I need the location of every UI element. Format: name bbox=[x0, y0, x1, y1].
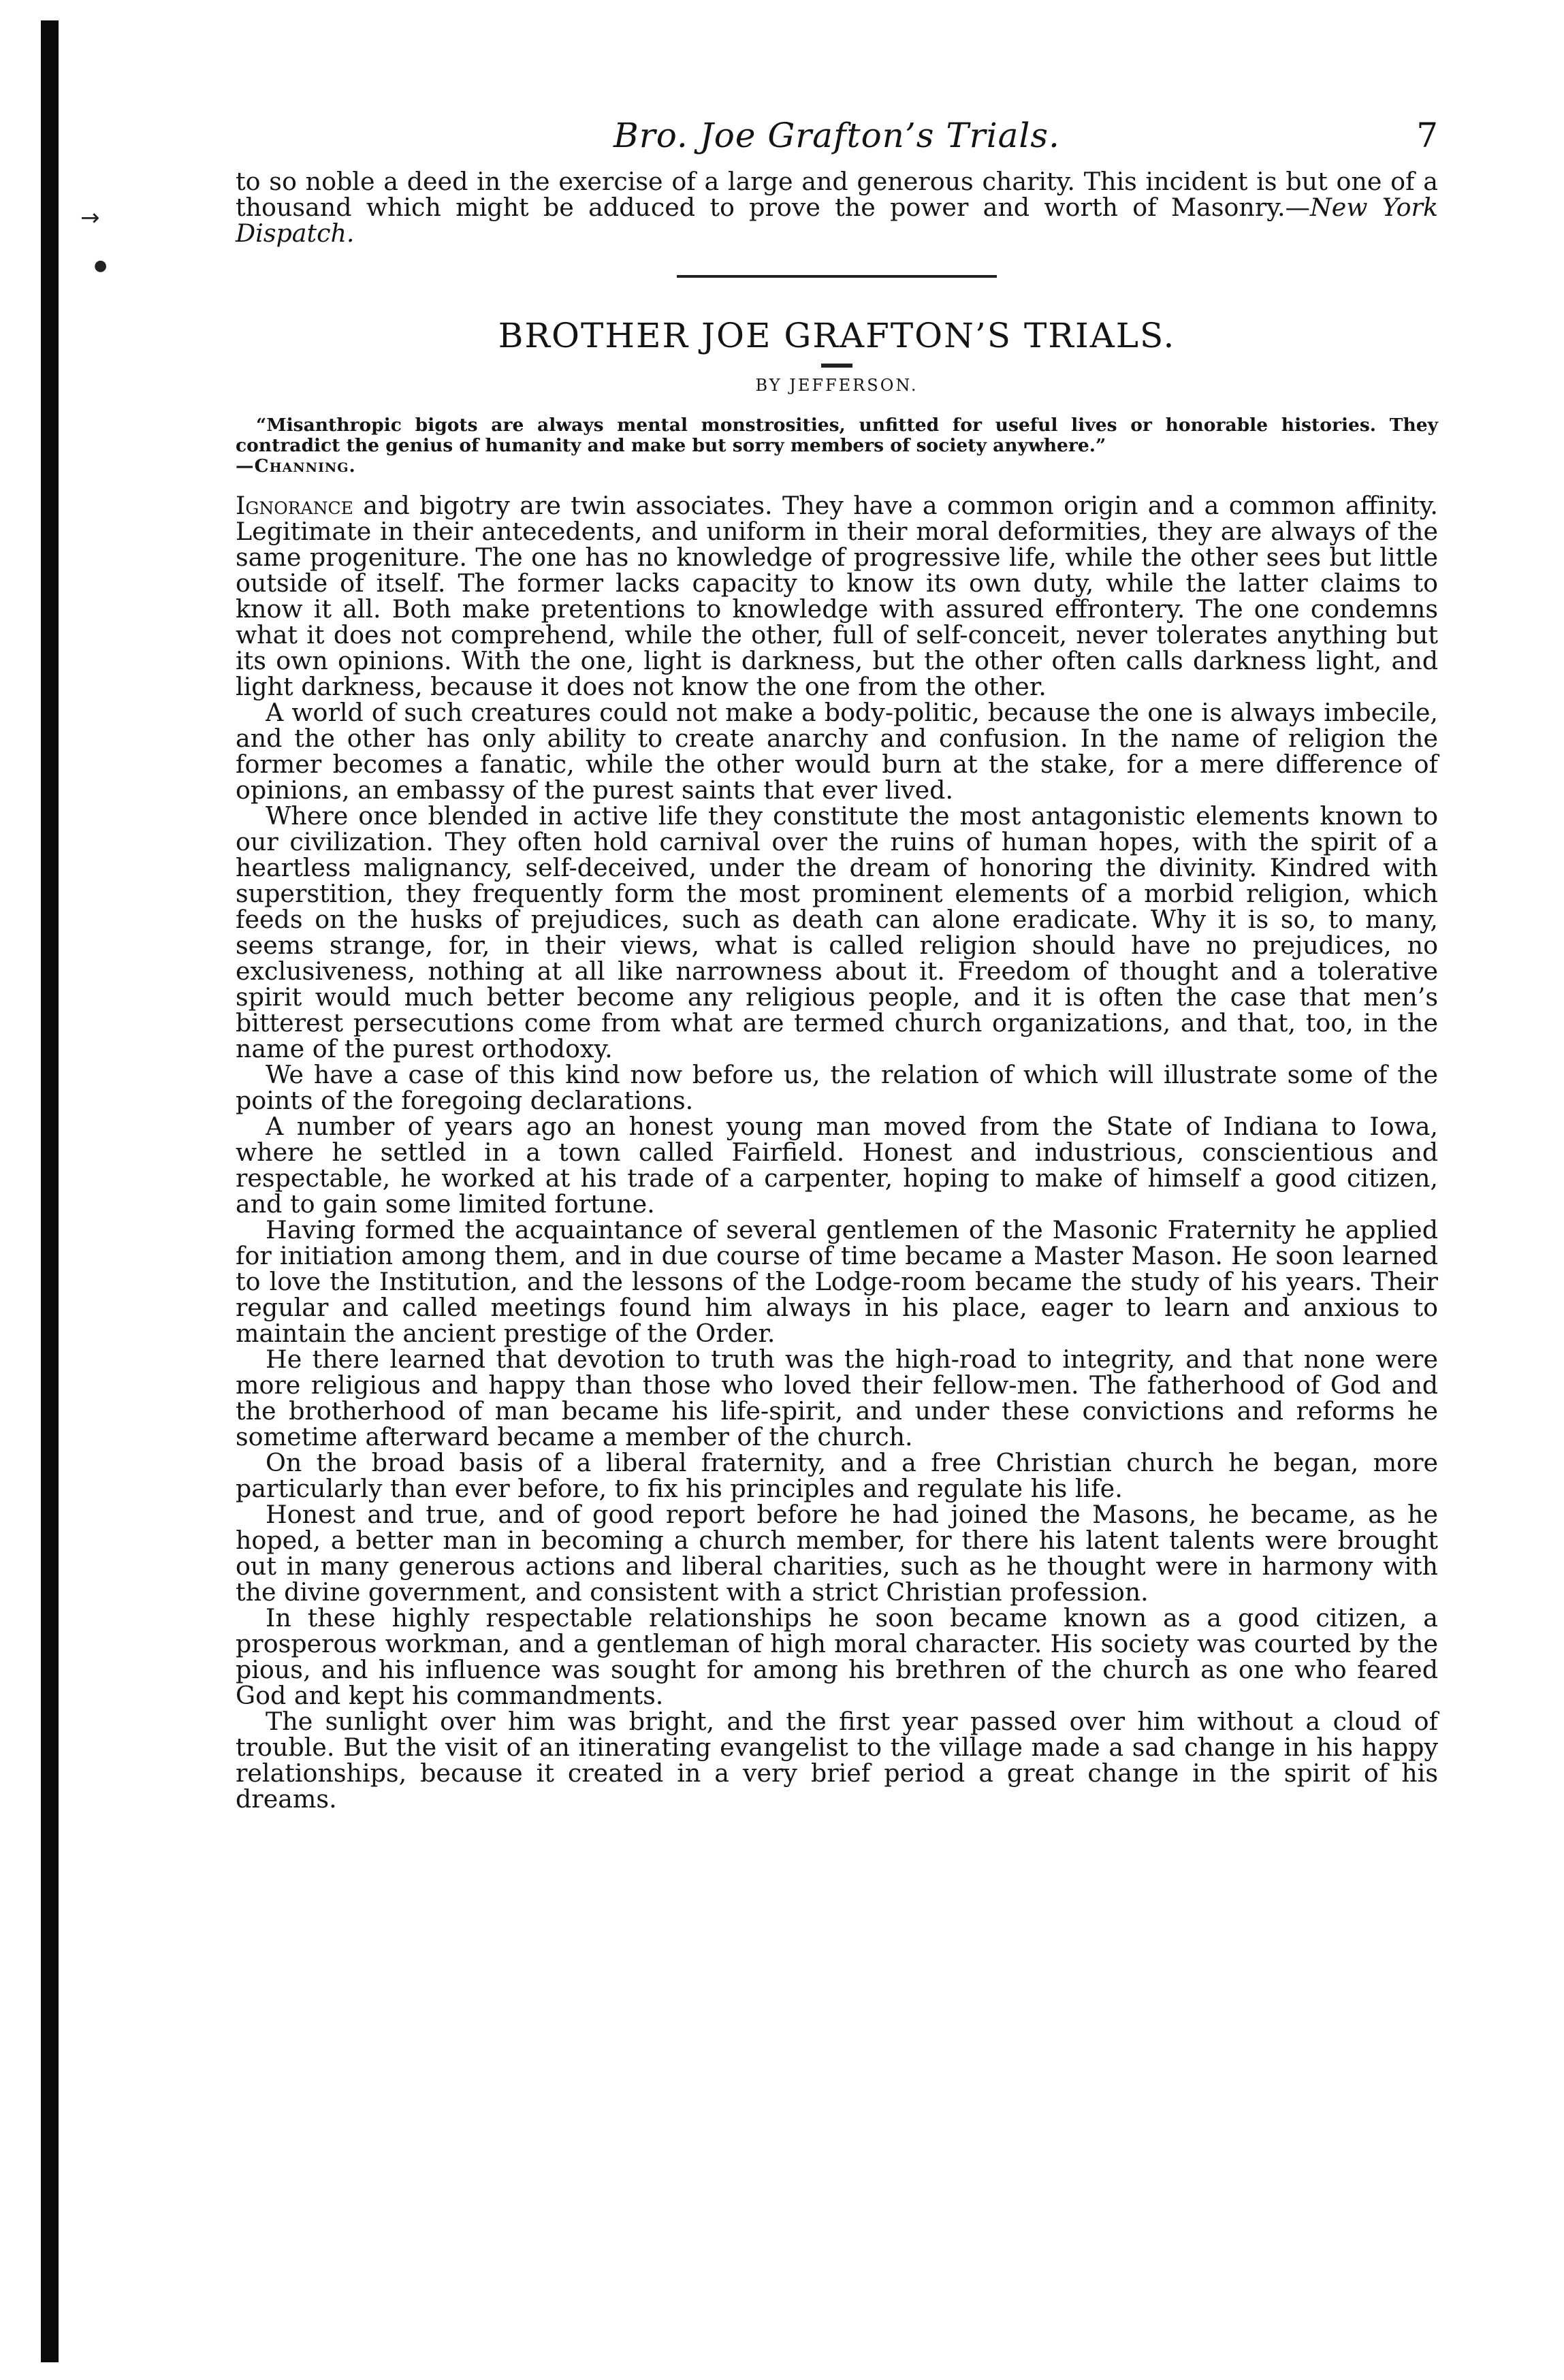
opening-source: New York Dispatch. bbox=[236, 193, 1438, 248]
article-paragraph-5: A number of years ago an honest young man moved from the State of Indiana to Iowa, where he settled in a town called Fairfield. Honest and industrious, conscientious and respectable, he worked at his trade of a carpenter, hoping to make of himself a good citizen, and to gain some limited fortune. bbox=[236, 1112, 1438, 1219]
article-paragraph-7: He there learned that devotion to truth was the high-road to integrity, and that none were more religious and happy than those who loved their fellow-men. The fatherhood of God and the brotherhood of man became his life-spirit, and under these convictions and reforms he sometime afterward became a member of the church. bbox=[236, 1345, 1438, 1451]
byline: BY JEFFERSON. bbox=[755, 376, 919, 395]
article-paragraph-2: A world of such creatures could not make a body-politic, because the one is always imbecile, and the other has only ability to create anarchy and confusion. In the name of religion the former becomes a fanatic, while the other would burn at the stake, for a mere difference of opinions, an embassy of the purest saints that ever lived. bbox=[236, 698, 1438, 805]
margin-arrow-mark: → bbox=[80, 204, 100, 231]
running-head bbox=[236, 116, 1438, 169]
page-number: 7 bbox=[1416, 116, 1438, 155]
running-title: Bro. Joe Grafton’s Trials. bbox=[613, 116, 1060, 155]
article-paragraph-1 bbox=[236, 493, 1438, 700]
lead-word: Ignorance bbox=[236, 491, 353, 520]
title-underline bbox=[821, 364, 852, 368]
article-paragraph-6: Having formed the acquaintance of several gentlemen of the Masonic Fraternity he applied for initiation among them, and in due course of time became a Master Mason. He soon learned to love the Institution, and the lessons of the Lodge-room became the study of his years. Their regular and called meetings found him always in his place, eager to learn and anxious to maintain the ancient prestige of the Order. bbox=[236, 1215, 1438, 1348]
article-paragraph-4: We have a case of this kind now before us, the relation of which will illustrate some of the points of the foregoing declarations. bbox=[236, 1060, 1438, 1115]
article-paragraph-11: The sunlight over him was bright, and the first year passed over him without a cloud of trouble. But the visit of an itinerating evangelist to the village made a sad change in his happy relationships, because it created in a very brief period a great change in the spirit of his dreams. bbox=[236, 1707, 1438, 1814]
margin-dot-mark: ● bbox=[94, 257, 108, 274]
section-rule bbox=[677, 275, 997, 278]
article-title: BROTHER JOE GRAFTON’S TRIALS. bbox=[498, 316, 1176, 355]
epigraph bbox=[236, 415, 1438, 477]
opening-paragraph bbox=[236, 169, 1438, 246]
article-paragraph-3: Where once blended in active life they constitute the most antagonistic elements known to our civilization. They often hold carnival over the ruins of human hopes, with the spirit of a heartless malignancy, self-deceived, under the dream of honoring the divinity. Kindred with superstition, they frequently form the most prominent elements of a morbid religion, which feeds on the husks of prejudices, such as death can alone eradicate. Why it is so, to many, seems strange, for, in their views, what is called religion should have no prejudices, no exclusiveness, nothing at all like narrowness about it. Freedom of thought and a tolerative spirit would much better become any religious people, and it is often the case that men’s bitterest persecutions come from what are termed church organizations, and that, too, in the name of the purest orthodoxy. bbox=[236, 801, 1438, 1063]
article-paragraph-8: On the broad basis of a liberal fraternity, and a free Christian church he began, more particularly than ever before, to fix his principles and regulate his life. bbox=[236, 1448, 1438, 1503]
epigraph-author: —Channing. bbox=[236, 455, 356, 477]
opening-text: to so noble a deed in the exercise of a large and generous charity. This incident is but one of a thousand which might be adduced to prove the power and worth of Masonry.— bbox=[236, 167, 1438, 222]
epigraph-quote: “Misanthropic bigots are always mental monstrosities, unfitted for useful lives or honorable histories. They contradict the genius of humanity and make but sorry members of society anywhere.” bbox=[236, 415, 1438, 456]
paragraph-1-text: and bigotry are twin associates. They have a common origin and a common affinity. Legitimate in their antecedents, and uniform in their moral deformities, they are always of the same progeniture. The one has no knowledge of progressive life, while the other sees but little outside of itself. The former lacks capacity to know its own duty, while the latter claims to know it all. Both make pretentions to knowledge with assured effrontery. The one condemns what it does not comprehend, while the other, full of self-conceit, never tolerates anything but its own opinions. With the one, light is darkness, but the other often calls darkness light, and light darkness, because it does not know the one from the other. bbox=[236, 491, 1438, 701]
article-paragraph-9: Honest and true, and of good report before he had joined the Masons, he became, as he hoped, a better man in becoming a church member, for there his latent talents were brought out in many generous actions and liberal charities, such as he thought were in harmony with the divine government, and consistent with a strict Christian profession. bbox=[236, 1500, 1438, 1607]
page bbox=[236, 116, 1438, 1812]
scan-edge-bar bbox=[41, 20, 59, 2362]
article-paragraph-10: In these highly respectable relationships he soon became known as a good citizen, a prosperous workman, and a gentleman of high moral character. His society was courted by the pious, and his influence was sought for among his brethren of the church as one who feared God and kept his commandments. bbox=[236, 1603, 1438, 1710]
